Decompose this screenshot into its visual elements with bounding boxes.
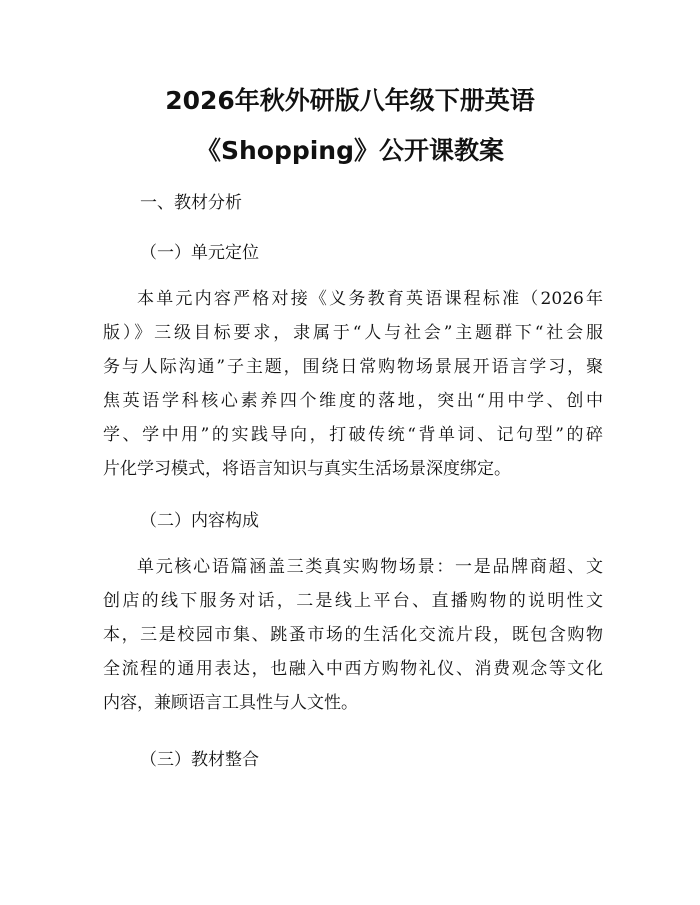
- paragraph-line: 创店的线下服务对话，二是线上平台、直播购物的说明性文: [103, 591, 603, 611]
- subsection-heading-unit-positioning: （一）单元定位: [140, 243, 259, 263]
- section-heading-textbook-analysis: 一、教材分析: [140, 193, 242, 213]
- paragraph-line: 单元核心语篇涵盖三类真实购物场景：一是品牌商超、文: [137, 557, 603, 577]
- paragraph-line: 全流程的通用表达，也融入中西方购物礼仪、消费观念等文化: [103, 659, 603, 679]
- paragraph-line: 本，三是校园市集、跳蚤市场的生活化交流片段，既包含购物: [103, 625, 603, 645]
- subsection-heading-content-composition: （二）内容构成: [140, 511, 259, 531]
- paragraph-line: 本单元内容严格对接《义务教育英语课程标准（2026年: [137, 289, 603, 309]
- paragraph-line: 版）》三级目标要求，隶属于“人与社会”主题群下“社会服: [103, 323, 603, 343]
- paragraph-line: 务与人际沟通”子主题，围绕日常购物场景展开语言学习，聚: [103, 357, 603, 377]
- document-title-line-1: 2026年秋外研版八年级下册英语: [165, 86, 535, 115]
- document-title-line-2: 《Shopping》公开课教案: [195, 136, 505, 165]
- paragraph-line: 学、学中用”的实践导向，打破传统“背单词、记句型”的碎: [103, 425, 603, 445]
- paragraph-line: 焦英语学科核心素养四个维度的落地，突出“用中学、创中: [103, 391, 603, 411]
- paragraph-content-composition: [103, 550, 603, 720]
- paragraph-line: 内容，兼顾语言工具性与人文性。: [103, 693, 358, 713]
- paragraph-unit-positioning: [103, 282, 603, 486]
- subsection-heading-textbook-integration: （三）教材整合: [140, 750, 259, 770]
- paragraph-line: 片化学习模式，将语言知识与真实生活场景深度绑定。: [103, 459, 511, 479]
